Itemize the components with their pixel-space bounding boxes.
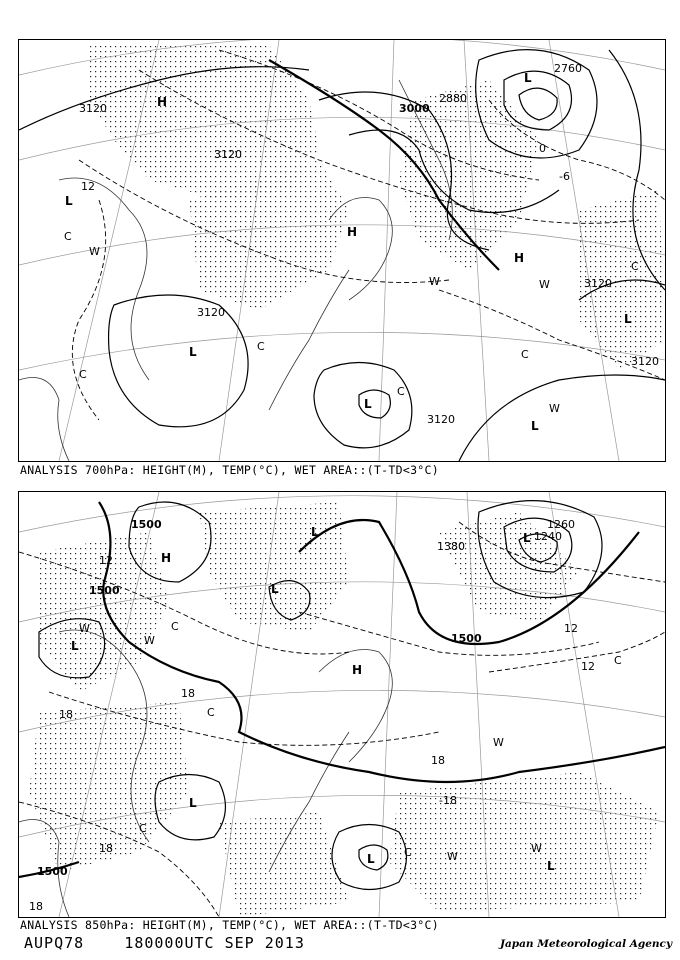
- isotherm-label: 18: [431, 754, 445, 767]
- contour-label: 1240: [534, 530, 562, 543]
- warm-marker: W: [539, 278, 550, 291]
- isotherm-label: 0: [539, 142, 546, 155]
- cold-marker: C: [64, 230, 72, 243]
- agency-name: Japan Meteorological Agency: [500, 938, 673, 950]
- low-center-label: L: [364, 397, 372, 411]
- isotherm-label: 12: [81, 180, 95, 193]
- low-center-label: L: [523, 531, 531, 545]
- low-center-label: L: [524, 71, 532, 85]
- map-850hpa-svg: [19, 492, 665, 917]
- caption-700hpa: ANALYSIS 700hPa: HEIGHT(M), TEMP(°C), WET AREA::(T-TD<3°C): [20, 463, 439, 477]
- warm-marker: W: [89, 245, 100, 258]
- isotherm-label: 18: [29, 900, 43, 913]
- low-center-label: L: [624, 312, 632, 326]
- isotherm-label: -18: [439, 794, 457, 807]
- low-center-label: L: [189, 796, 197, 810]
- cold-marker: C: [171, 620, 179, 633]
- cold-marker: C: [139, 822, 147, 835]
- warm-marker: W: [429, 275, 440, 288]
- contour-label: 1500: [37, 865, 68, 878]
- isotherm-label: 18: [99, 842, 113, 855]
- high-center-label: H: [161, 551, 172, 565]
- contour-label: 3120: [631, 355, 659, 368]
- low-center-label: L: [547, 859, 555, 873]
- map-panel-850hpa: [18, 491, 666, 918]
- wet-area-shading: [89, 45, 665, 370]
- low-center-label: L: [367, 852, 375, 866]
- warm-marker: W: [79, 622, 90, 635]
- low-center-label: L: [531, 419, 539, 433]
- warm-marker: W: [493, 736, 504, 749]
- cold-marker: C: [521, 348, 529, 361]
- contour-label: 1260: [547, 518, 575, 531]
- warm-cold-markers: [64, 230, 639, 415]
- isotherm-label: 12: [99, 554, 113, 567]
- contour-label: 3120: [427, 413, 455, 426]
- cold-marker: C: [631, 260, 639, 273]
- isotherm-label: 18: [181, 687, 195, 700]
- contour-label: 2880: [439, 92, 467, 105]
- caption-850hpa: ANALYSIS 850hPa: HEIGHT(M), TEMP(°C), WET AREA::(T-TD<3°C): [20, 918, 439, 932]
- map-panel-700hpa: [18, 39, 666, 462]
- isotherm-label: 12: [564, 622, 578, 635]
- high-center-label: H: [157, 95, 168, 109]
- contour-label: 1380: [437, 540, 465, 553]
- contour-label: 3000: [399, 102, 430, 115]
- warm-marker: W: [549, 402, 560, 415]
- low-center-label: L: [65, 194, 73, 208]
- footer-product-line: [24, 934, 305, 952]
- high-center-label: H: [514, 251, 525, 265]
- low-center-label: L: [271, 582, 279, 596]
- low-center-label: L: [311, 525, 319, 539]
- contour-label: 2760: [554, 62, 582, 75]
- high-center-label: H: [347, 225, 358, 239]
- contour-label: 3120: [79, 102, 107, 115]
- high-center-label: H: [352, 663, 363, 677]
- contour-label: 3120: [584, 277, 612, 290]
- contour-label: 1500: [89, 584, 120, 597]
- cold-marker: C: [79, 368, 87, 381]
- cold-marker: C: [614, 654, 622, 667]
- low-center-label: L: [189, 345, 197, 359]
- cold-marker: C: [257, 340, 265, 353]
- warm-marker: W: [531, 842, 542, 855]
- isotherm-label: 18: [59, 708, 73, 721]
- cold-marker: C: [397, 385, 405, 398]
- contour-label: 1500: [131, 518, 162, 531]
- warm-marker: W: [144, 634, 155, 647]
- cold-marker: C: [207, 706, 215, 719]
- isotherm-label: -6: [559, 170, 570, 183]
- low-center-label: L: [71, 639, 79, 653]
- contour-label: 3120: [197, 306, 225, 319]
- product-code: AUPQ78: [24, 934, 85, 952]
- valid-time: 180000UTC SEP 2013: [124, 934, 305, 952]
- cold-marker: C: [404, 846, 412, 859]
- contour-label: 1500: [451, 632, 482, 645]
- isotherm-label: 12: [581, 660, 595, 673]
- contour-label: 3120: [214, 148, 242, 161]
- warm-marker: W: [447, 850, 458, 863]
- map-700hpa-svg: [19, 40, 665, 461]
